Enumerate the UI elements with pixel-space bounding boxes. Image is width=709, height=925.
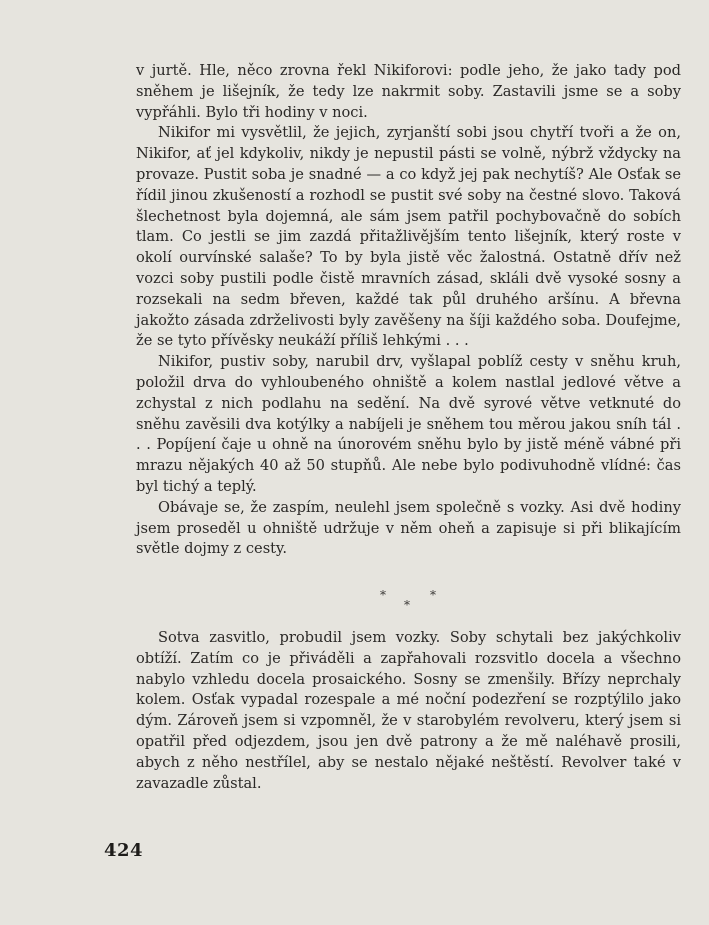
separator-asterisk: * <box>404 598 410 612</box>
body-text-top <box>136 61 681 560</box>
paragraph: Nikifor mi vysvětlil, že jejich, zyrjanští sobi jsou chytří tvoři a že on, Nikifor, ať jel kdykoliv, nikdy je nepustil pásti se volně, nýbrž vždycky na provaze. Pustit soba je snadné — a co když jej pak nechytíš? Ale Osťak se řídil jinou zkušeností a rozhodl se pustit své soby na čestné slovo. Taková šlechetnost byla dojemná, ale sám jsem patřil pochybovačně do sobích tlam. Co jestli se jim zazdá přitažlivějším tento lišejník, který roste v okolí ourvínské salaše? To by byla jistě věc žalostná. Ostatně dřív než vozci soby pustili podle čistě mravních zásad, skláli dvě vysoké sosny a rozsekali na sedm břeven, každé tak půl druhého aršínu. A břevna jakožto zásada zdrželivosti byly zavěšeny na šíji každého soba. Doufejme, že se tyto přívěsky neukáží příliš lehkými . . . <box>136 124 681 350</box>
paragraph: Nikifor, pustiv soby, narubil drv, vyšlapal poblíž cesty v sněhu kruh, položil drva do vyhloubeného ohniště a kolem nastlal jedlové větve a zchystal z nich podlahu na sedění. Na dvě syrové větve vetknuté do sněhu zavěsili dva kotýlky a nabíjeli je sněhem tou měrou jakou sníh tál . . . Popíjení čaje u ohně na únorovém sněhu bylo by jistě méně vábné při mrazu nějakých 40 až 50 stupňů. Ale nebe bylo podivuhodně vlídné: čas byl tichý a teplý. <box>136 353 681 495</box>
body-text-bottom <box>136 628 681 794</box>
section-separator <box>372 588 442 618</box>
page-number: 424 <box>104 840 144 861</box>
paragraph: Obávaje se, že zaspím, neulehl jsem společně s vozky. Asi dvě hodiny jsem proseděl u ohniště udržuje v něm oheň a zapisuje si při blikajícím světle dojmy z cesty. <box>136 498 681 558</box>
separator-asterisk: * <box>380 588 386 602</box>
separator-asterisk: * <box>430 588 436 602</box>
paragraph: v jurtě. Hle, něco zrovna řekl Nikiforovi: podle jeho, že jako tady pod sněhem je lišejník, že tedy lze nakrmit soby. Zastavili jsme se a soby vypřáhli. Bylo tři hodiny v noci. <box>136 62 681 121</box>
paragraph: Sotva zasvitlo, probudil jsem vozky. Soby schytali bez jakýchkoliv obtíží. Zatím co je přiváděli a zapřahovali rozsvitlo docela a všechno nabylo vzhledu docela prosaického. Sosny se zmenšily. Břízy neprchaly kolem. Osťak vypadal rozespale a mé noční podezření se rozptýlilo jako dým. Zároveň jsem si vzpomněl, že v starobylém revolveru, který jsem si opatřil před odjezdem, jsou jen dvě patrony a že mě naléhavě prosili, abych z něho nestřílel, aby se nestalo nějaké neštěstí. Revolver také v zavazadle zůstal. <box>136 629 681 792</box>
